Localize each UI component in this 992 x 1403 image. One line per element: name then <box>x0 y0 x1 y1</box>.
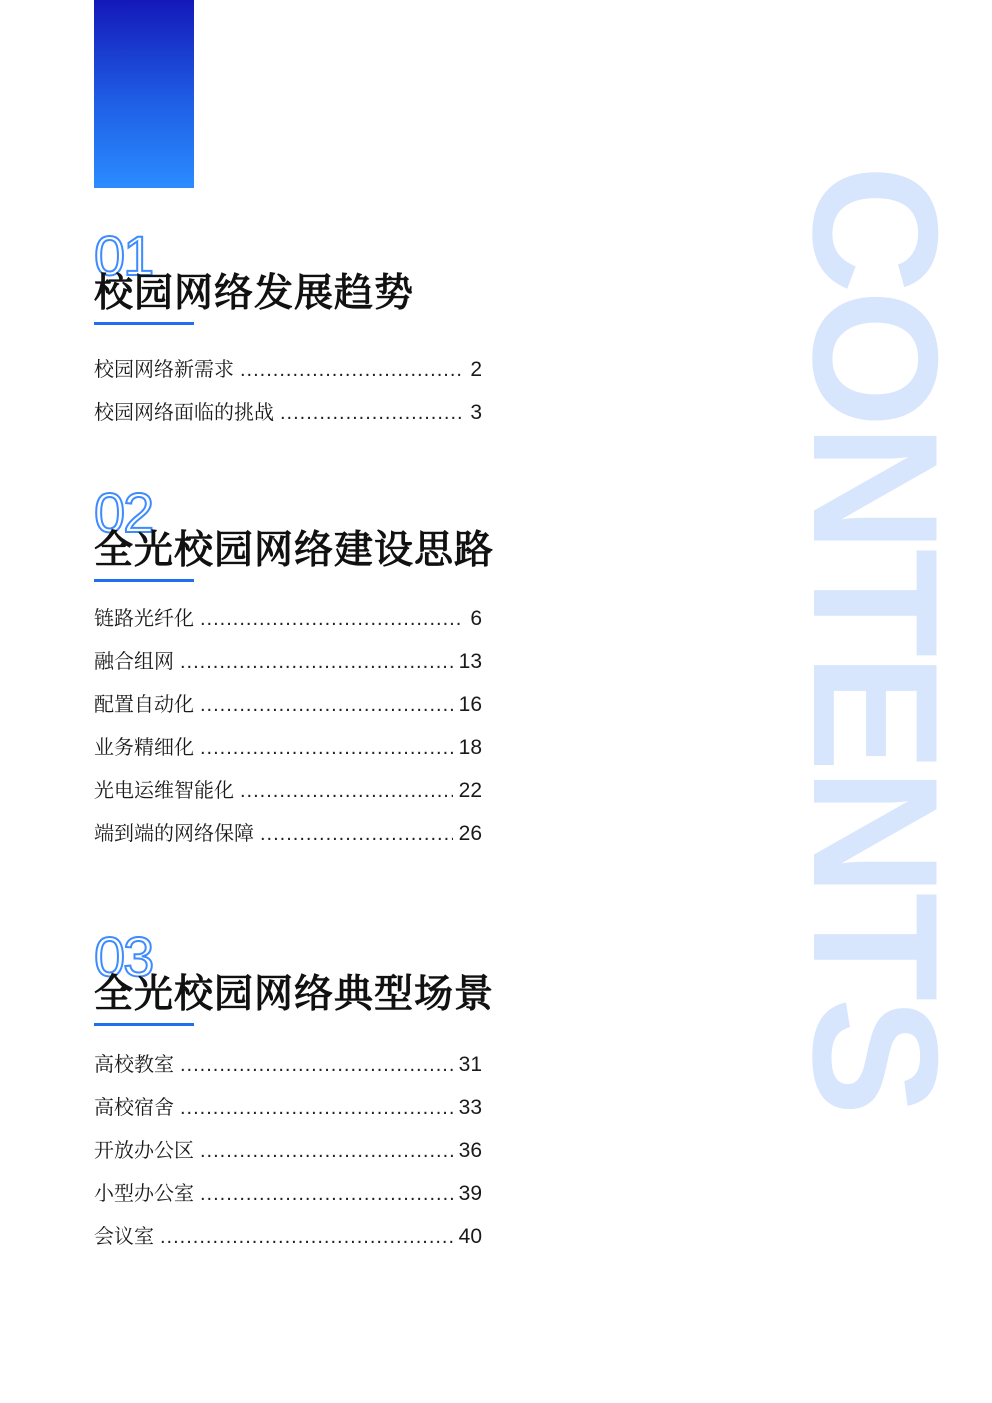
section-number: 02 <box>94 481 153 544</box>
toc-entry-page: 40 <box>458 1225 482 1248</box>
toc-entry-page: 16 <box>458 693 482 716</box>
toc-entry-page: 3 <box>470 401 482 424</box>
section-number: 01 <box>94 224 153 287</box>
leader-dots <box>200 608 464 631</box>
toc-entry-page: 26 <box>458 822 482 845</box>
toc-list <box>94 588 514 846</box>
section-number: 03 <box>94 925 153 988</box>
toc-entry-page: 22 <box>458 779 482 802</box>
toc-entry-page: 31 <box>458 1053 482 1076</box>
leader-dots <box>280 402 464 425</box>
toc-section-03 <box>94 925 514 1249</box>
decorative-gradient-bar <box>94 0 194 188</box>
toc-entry[interactable] <box>94 1163 482 1206</box>
toc-entry-page: 39 <box>458 1182 482 1205</box>
leader-dots <box>200 694 453 717</box>
toc-entry-label: 链路光纤化 <box>94 606 194 630</box>
leader-dots <box>200 737 453 760</box>
leader-dots <box>180 1054 453 1077</box>
toc-entry-page: 2 <box>470 358 482 381</box>
toc-list <box>94 1034 514 1249</box>
toc-entry-label: 高校宿舍 <box>94 1095 174 1119</box>
section-underline <box>94 579 194 582</box>
leader-dots <box>180 651 453 674</box>
leader-dots <box>180 1097 453 1120</box>
toc-entry-label: 开放办公区 <box>94 1138 194 1162</box>
section-title: 全光校园网络典型场景 <box>94 972 495 1017</box>
toc-entry-label: 小型办公室 <box>94 1181 194 1205</box>
section-title: 全光校园网络建设思路 <box>94 528 495 573</box>
toc-entry-label: 业务精细化 <box>94 735 194 759</box>
section-title: 校园网络发展趋势 <box>94 271 415 316</box>
toc-entry-label: 端到端的网络保障 <box>94 821 254 845</box>
leader-dots <box>160 1226 453 1249</box>
toc-entry-page: 33 <box>458 1096 482 1119</box>
leader-dots <box>200 1140 453 1163</box>
leader-dots <box>200 1183 453 1206</box>
leader-dots <box>240 359 464 382</box>
toc-entry[interactable] <box>94 803 482 846</box>
toc-entry[interactable] <box>94 631 482 674</box>
toc-entry[interactable] <box>94 1077 482 1120</box>
toc-entry[interactable] <box>94 588 482 631</box>
toc-entry-label: 融合组网 <box>94 649 174 673</box>
toc-entry-page: 18 <box>458 736 482 759</box>
toc-list <box>94 339 514 425</box>
section-underline <box>94 322 194 325</box>
toc-entry[interactable] <box>94 382 482 425</box>
toc-entry-label: 校园网络面临的挑战 <box>94 400 274 424</box>
toc-section-02 <box>94 481 514 846</box>
toc-entry-page: 6 <box>470 607 482 630</box>
toc-entry[interactable] <box>94 1034 482 1077</box>
contents-watermark: CONTENTS <box>776 165 975 1112</box>
toc-entry[interactable] <box>94 1206 482 1249</box>
leader-dots <box>260 823 453 846</box>
toc-entry[interactable] <box>94 760 482 803</box>
section-underline <box>94 1023 194 1026</box>
toc-entry-label: 会议室 <box>94 1224 154 1248</box>
toc-entry-label: 高校教室 <box>94 1052 174 1076</box>
toc-entry[interactable] <box>94 1120 482 1163</box>
toc-entry[interactable] <box>94 674 482 717</box>
toc-entry-page: 13 <box>458 650 482 673</box>
toc-section-01 <box>94 224 514 425</box>
toc-entry-label: 光电运维智能化 <box>94 778 234 802</box>
leader-dots <box>240 780 453 803</box>
toc-entry-label: 校园网络新需求 <box>94 357 234 381</box>
toc-entry[interactable] <box>94 339 482 382</box>
toc-entry-label: 配置自动化 <box>94 692 194 716</box>
toc-entry-page: 36 <box>458 1139 482 1162</box>
toc-entry[interactable] <box>94 717 482 760</box>
